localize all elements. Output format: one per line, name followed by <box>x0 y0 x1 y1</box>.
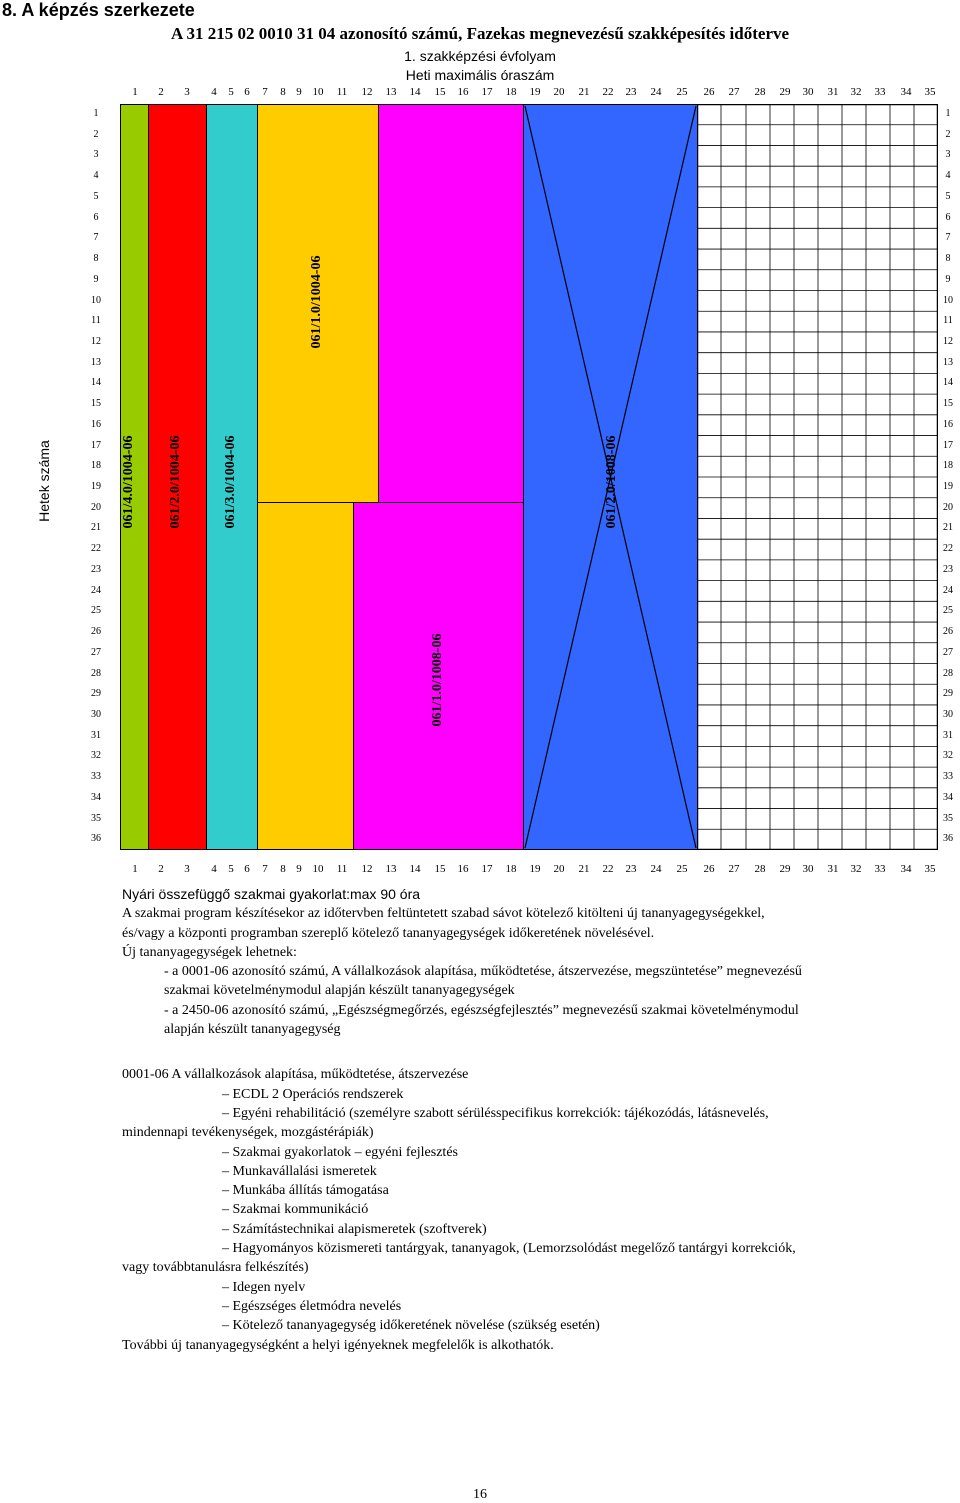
top-col-22: 22 <box>602 86 614 98</box>
left-row-4: 4 <box>93 170 99 182</box>
module-block-magenta-upper <box>378 104 524 503</box>
right-row-11: 11 <box>943 315 953 327</box>
top-col-8: 8 <box>280 86 286 98</box>
top-col-23: 23 <box>625 86 637 98</box>
list-heading: 0001-06 A vállalkozások alapítása, működtetése, átszervezése <box>122 1067 469 1083</box>
bottom-col-23: 23 <box>625 863 637 875</box>
top-col-29: 29 <box>779 86 791 98</box>
bottom-col-33: 33 <box>874 863 886 875</box>
right-row-5: 5 <box>945 190 951 202</box>
top-col-17: 17 <box>481 86 493 98</box>
bottom-col-14: 14 <box>409 863 421 875</box>
left-row-31: 31 <box>91 729 101 741</box>
bottom-col-24: 24 <box>650 863 662 875</box>
bottom-col-1: 1 <box>132 863 138 875</box>
left-row-21: 21 <box>91 522 101 534</box>
bullet-1b: szakmai követelménymodul alapján készült tananyagegységek <box>164 983 515 999</box>
bottom-col-30: 30 <box>802 863 814 875</box>
top-col-14: 14 <box>409 86 421 98</box>
left-row-29: 29 <box>91 688 101 700</box>
top-col-35: 35 <box>924 86 936 98</box>
right-row-28: 28 <box>943 667 953 679</box>
module-list-item: mindennapi tevékenységek, mozgástérápiák) <box>122 1125 374 1141</box>
module-list-item: – Munkába állítás támogatása <box>222 1183 389 1199</box>
bottom-col-13: 13 <box>385 863 397 875</box>
bottom-col-12: 12 <box>361 863 373 875</box>
right-row-33: 33 <box>943 771 953 783</box>
bottom-col-26: 26 <box>703 863 715 875</box>
bottom-col-4: 4 <box>211 863 217 875</box>
module-list-item: – Szakmai kommunikáció <box>222 1202 369 1218</box>
right-row-7: 7 <box>945 232 951 244</box>
module-list-item: – Szakmai gyakorlatok – egyéni fejlesztés <box>222 1144 458 1160</box>
hours-label: Heti maximális óraszám <box>405 67 555 83</box>
left-row-17: 17 <box>91 439 101 451</box>
left-row-34: 34 <box>91 791 101 803</box>
bottom-col-16: 16 <box>457 863 469 875</box>
left-row-5: 5 <box>93 190 99 202</box>
bullet-2b: alapján készült tananyagegység <box>164 1022 341 1038</box>
right-row-27: 27 <box>943 646 953 658</box>
block-label-3-1004: 061/3.0/1004-06 <box>223 435 238 529</box>
paragraph-2: Új tananyagegységek lehetnek: <box>122 944 297 960</box>
module-list-item: – Kötelező tananyagegység időkeretének növelése (szükség esetén) <box>222 1318 600 1334</box>
right-row-21: 21 <box>943 522 953 534</box>
right-row-8: 8 <box>945 253 951 265</box>
bottom-col-35: 35 <box>924 863 936 875</box>
bottom-col-20: 20 <box>553 863 565 875</box>
bullet-1a: - a 0001-06 azonosító számú, A vállalkozások alapítása, működtetése, átszervezése, megszüntetése” megnevezésű <box>164 964 802 980</box>
document-title: A 31 215 02 0010 31 04 azonosító számú, Fazekas megnevezésű szakképesítés időterve <box>170 24 790 43</box>
left-row-35: 35 <box>91 812 101 824</box>
right-row-10: 10 <box>943 294 953 306</box>
right-row-2: 2 <box>945 128 951 140</box>
top-col-31: 31 <box>827 86 839 98</box>
left-row-9: 9 <box>93 273 99 285</box>
bottom-col-34: 34 <box>900 863 912 875</box>
right-row-29: 29 <box>943 688 953 700</box>
module-list-item: – Hagyományos közismereti tantárgyak, tananyagok, (Lemorzsolódást megelőző tantárgyi korrekciók, <box>222 1241 796 1257</box>
left-row-30: 30 <box>91 708 101 720</box>
bottom-col-31: 31 <box>827 863 839 875</box>
left-row-20: 20 <box>91 501 101 513</box>
left-row-3: 3 <box>93 149 99 161</box>
left-row-12: 12 <box>91 335 101 347</box>
left-row-28: 28 <box>91 667 101 679</box>
bottom-col-25: 25 <box>676 863 688 875</box>
right-row-1: 1 <box>945 108 951 119</box>
bottom-col-28: 28 <box>754 863 766 875</box>
block-label-4-1004: 061/4.0/1004-06 <box>121 435 136 529</box>
right-row-16: 16 <box>943 418 953 430</box>
module-list-item: – Munkavállalási ismeretek <box>222 1163 377 1179</box>
module-list <box>122 1085 802 1336</box>
top-col-30: 30 <box>802 86 814 98</box>
free-slot-grid <box>697 104 938 850</box>
bullet-2a: - a 2450-06 azonosító számú, „Egészségmegőrzés, egészségfejlesztés” megnevezésű szakmai követelménymodul <box>164 1002 799 1018</box>
right-row-35: 35 <box>943 812 953 824</box>
top-col-28: 28 <box>754 86 766 98</box>
right-row-17: 17 <box>943 439 953 451</box>
top-col-18: 18 <box>505 86 517 98</box>
right-row-34: 34 <box>943 791 953 803</box>
module-list-item: – Számítástechnikai alapismeretek (szoftverek) <box>222 1221 487 1237</box>
left-row-15: 15 <box>91 398 101 410</box>
right-row-22: 22 <box>943 543 953 555</box>
top-col-9: 9 <box>296 86 302 98</box>
bottom-col-32: 32 <box>850 863 862 875</box>
top-col-12: 12 <box>361 86 373 98</box>
right-row-32: 32 <box>943 750 953 762</box>
left-row-27: 27 <box>91 646 101 658</box>
top-col-26: 26 <box>703 86 715 98</box>
right-row-19: 19 <box>943 481 953 492</box>
right-row-25: 25 <box>943 605 953 617</box>
top-col-25: 25 <box>676 86 688 98</box>
section-title: 8. A képzés szerkezete <box>2 0 195 20</box>
right-row-31: 31 <box>943 729 953 741</box>
top-col-19: 19 <box>529 86 541 98</box>
left-row-2: 2 <box>93 128 99 140</box>
left-row-25: 25 <box>91 605 101 617</box>
bottom-col-10: 10 <box>312 863 324 875</box>
bottom-col-5: 5 <box>228 863 234 875</box>
right-row-6: 6 <box>945 211 951 223</box>
right-row-24: 24 <box>943 584 953 596</box>
left-row-33: 33 <box>91 771 101 783</box>
left-row-14: 14 <box>91 377 101 389</box>
right-row-4: 4 <box>945 170 951 182</box>
bottom-col-19: 19 <box>529 863 541 875</box>
left-row-7: 7 <box>93 232 99 244</box>
paragraph-1b: és/vagy a központi programban szereplő kötelező tananyagegységek időkeretének növelésével. <box>122 925 655 941</box>
left-row-36: 36 <box>91 833 101 845</box>
closing-sentence: További új tananyagegységként a helyi igényeknek megfelelők is alkothatók. <box>122 1337 554 1353</box>
body-text <box>122 885 802 1355</box>
bottom-col-21: 21 <box>578 863 590 875</box>
bottom-col-11: 11 <box>336 863 348 875</box>
bottom-col-9: 9 <box>296 863 302 875</box>
bottom-col-29: 29 <box>779 863 791 875</box>
block-label-1-1008: 061/1.0/1008-06 <box>430 633 445 727</box>
bottom-col-8: 8 <box>280 863 286 875</box>
right-row-14: 14 <box>943 377 953 389</box>
left-row-6: 6 <box>93 211 99 223</box>
left-row-1: 1 <box>93 108 99 119</box>
bottom-col-17: 17 <box>481 863 493 875</box>
right-row-3: 3 <box>945 149 951 161</box>
top-col-15: 15 <box>434 86 446 98</box>
top-col-27: 27 <box>728 86 740 98</box>
left-row-11: 11 <box>91 315 101 327</box>
top-col-2: 2 <box>158 86 164 98</box>
left-row-24: 24 <box>91 584 101 596</box>
page-number: 16 <box>473 1487 487 1502</box>
top-col-3: 3 <box>184 86 190 98</box>
bottom-col-7: 7 <box>262 863 268 875</box>
top-col-10: 10 <box>312 86 324 98</box>
top-col-34: 34 <box>900 86 912 98</box>
left-row-16: 16 <box>91 418 101 430</box>
bottom-col-22: 22 <box>602 863 614 875</box>
left-row-32: 32 <box>91 750 101 762</box>
block-label-1-1004: 061/1.0/1004-06 <box>309 255 324 349</box>
right-row-30: 30 <box>943 708 953 720</box>
left-row-10: 10 <box>91 294 101 306</box>
right-row-36: 36 <box>943 833 953 845</box>
left-row-22: 22 <box>91 543 101 555</box>
module-list-item: – Idegen nyelv <box>222 1279 306 1295</box>
left-row-19: 19 <box>91 481 101 492</box>
bottom-col-6: 6 <box>244 863 250 875</box>
top-col-13: 13 <box>385 86 397 98</box>
year-label: 1. szakképzési évfolyam <box>404 48 556 64</box>
top-col-24: 24 <box>650 86 662 98</box>
right-row-20: 20 <box>943 501 953 513</box>
top-col-4: 4 <box>211 86 217 98</box>
module-list-item: – Egyéni rehabilitáció (személyre szabott sérülésspecifikus korrekciók: tájékozódás, látásnevelés, <box>222 1105 769 1121</box>
summer-practice-note: Nyári összefüggő szakmai gyakorlat:max 90 óra <box>122 886 421 902</box>
bottom-col-18: 18 <box>505 863 517 875</box>
paragraph-1a: A szakmai program készítésekor az időtervben feltüntetett szabad sávot kötelező kitölteni új tananyagegységekkel, <box>122 906 765 922</box>
top-col-20: 20 <box>553 86 565 98</box>
bottom-col-15: 15 <box>434 863 446 875</box>
top-col-11: 11 <box>336 86 348 98</box>
right-row-13: 13 <box>943 356 953 368</box>
left-row-18: 18 <box>91 460 101 472</box>
top-col-7: 7 <box>262 86 268 98</box>
top-col-1: 1 <box>132 86 138 98</box>
right-row-12: 12 <box>943 335 953 347</box>
module-list-item: vagy továbbtanulásra felkészítés) <box>122 1260 309 1276</box>
right-row-18: 18 <box>943 460 953 472</box>
top-col-33: 33 <box>874 86 886 98</box>
right-row-15: 15 <box>943 398 953 410</box>
right-row-9: 9 <box>945 273 951 285</box>
module-list-item: – Egészséges életmódra nevelés <box>222 1298 402 1314</box>
right-row-23: 23 <box>943 563 953 575</box>
module-list-item: – ECDL 2 Operációs rendszerek <box>222 1086 404 1102</box>
top-col-21: 21 <box>578 86 590 98</box>
top-col-32: 32 <box>850 86 862 98</box>
right-row-26: 26 <box>943 626 953 638</box>
top-col-5: 5 <box>228 86 234 98</box>
bottom-col-3: 3 <box>184 863 190 875</box>
left-row-8: 8 <box>93 253 99 265</box>
left-row-13: 13 <box>91 356 101 368</box>
left-row-23: 23 <box>91 563 101 575</box>
block-label-2-1004: 061/2.0/1004-06 <box>168 435 183 529</box>
top-col-16: 16 <box>457 86 469 98</box>
top-col-6: 6 <box>244 86 250 98</box>
weeks-axis-label: Hetek száma <box>36 440 52 522</box>
bottom-col-27: 27 <box>728 863 740 875</box>
bottom-col-2: 2 <box>158 863 164 875</box>
block-label-2-1008: 061/2.0/1008-06 <box>604 435 619 529</box>
left-row-26: 26 <box>91 626 101 638</box>
